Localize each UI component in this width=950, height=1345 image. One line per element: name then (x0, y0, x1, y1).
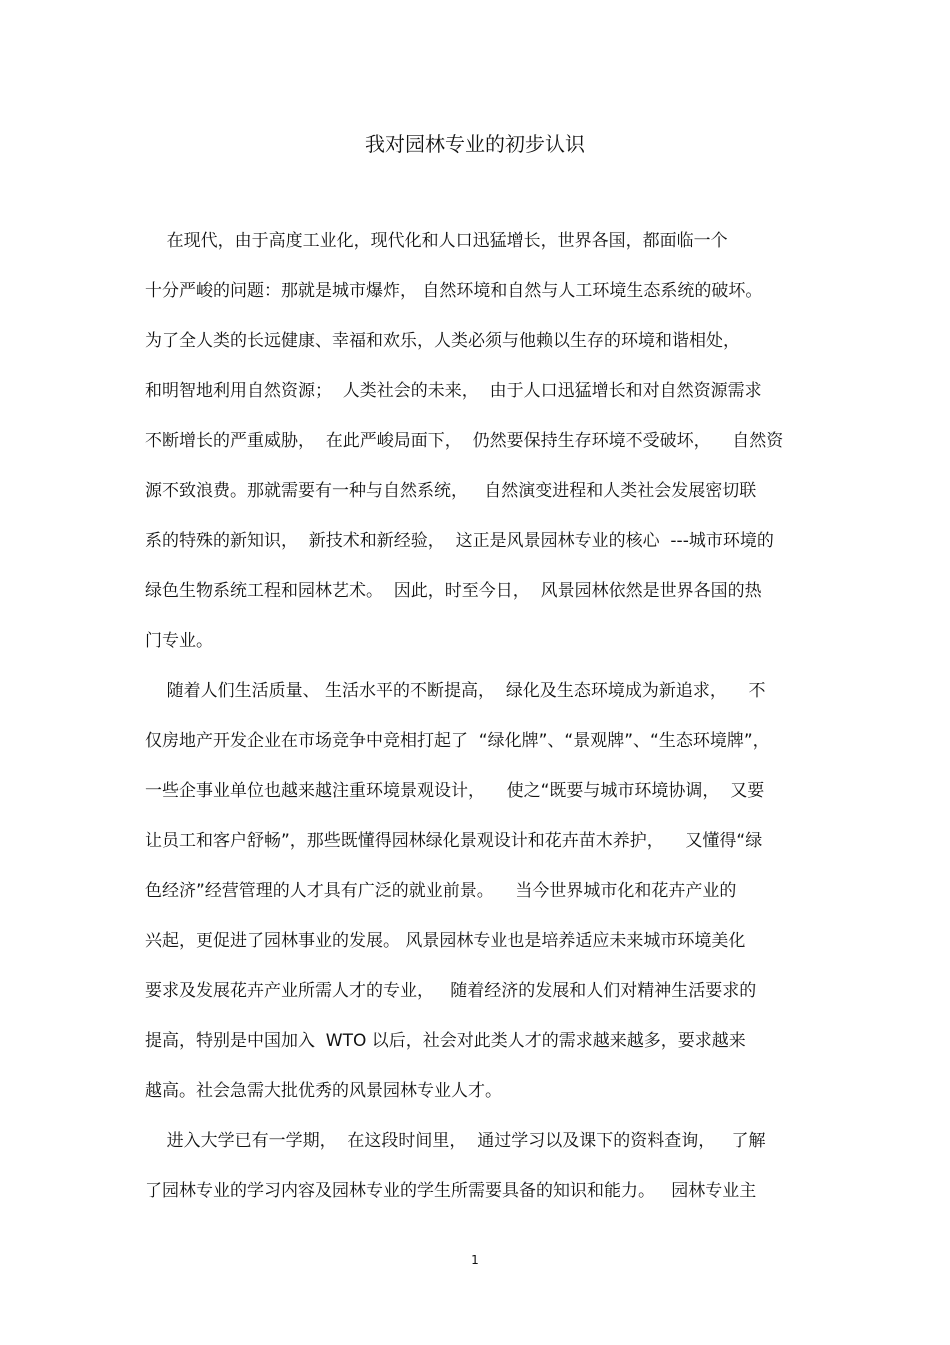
text-line: 十分严峻的问题：那就是城市爆炸， 自然环境和自然与人工环境生态系统的破坏。 (145, 281, 763, 301)
text-line: 仅房地产开发企业在市场竞争中竞相打起了 “绿化牌”、“景观牌”、“生态环境牌”， (145, 731, 770, 751)
text-line: 绿色生物系统工程和园林艺术。 因此，时至今日， 风景园林依然是世界各国的热 (145, 581, 762, 601)
text-line: 在现代，由于高度工业化，现代化和人口迅猛增长，世界各国，都面临一个 (145, 231, 728, 251)
text-line: 门专业。 (145, 631, 213, 651)
text-line: 不断增长的严重威胁， 在此严峻局面下， 仍然要保持生存环境不受破坏， 自然资 (145, 431, 784, 451)
text-line: 让员工和客户舒畅”，那些既懂得园林绿化景观设计和花卉苗木养护， 又懂得“绿 (145, 831, 763, 851)
text-line: 和明智地利用自然资源； 人类社会的未来， 由于人口迅猛增长和对自然资源需求 (145, 381, 762, 401)
text-line: 兴起，更促进了园林事业的发展。 风景园林专业也是培养适应未来城市环境美化 (145, 931, 746, 951)
text-line: 了园林专业的学习内容及园林专业的学生所需要具备的知识和能力。 园林专业主 (145, 1181, 757, 1201)
page-number: 1 (471, 1253, 479, 1267)
text-line: 提高，特别是中国加入 WTO 以后，社会对此类人才的需求越来越多，要求越来 (145, 1031, 746, 1051)
text-line: 一些企事业单位也越来越注重环境景观设计， 使之“既要与城市环境协调， 又要 (145, 781, 765, 801)
text-line: 越高。社会急需大批优秀的风景园林专业人才。 (145, 1081, 502, 1101)
text-line: 源不致浪费。那就需要有一种与自然系统， 自然演变进程和人类社会发展密切联 (145, 481, 757, 501)
text-line: 随着人们生活质量、 生活水平的不断提高， 绿化及生态环境成为新追求， 不 (145, 681, 766, 701)
text-line: 系的特殊的新知识， 新技术和新经验， 这正是风景园林专业的核心 ---城市环境的 (145, 531, 774, 551)
document-title: 我对园林专业的初步认识 (365, 132, 585, 156)
text-line: 为了全人类的长远健康、幸福和欢乐，人类必须与他赖以生存的环境和谐相处， (145, 331, 740, 351)
text-line: 色经济”经营管理的人才具有广泛的就业前景。 当今世界城市化和花卉产业的 (145, 881, 737, 901)
text-line: 要求及发展花卉产业所需人才的专业， 随着经济的发展和人们对精神生活要求的 (145, 981, 757, 1001)
text-line: 进入大学已有一学期， 在这段时间里， 通过学习以及课下的资料查询， 了解 (145, 1131, 766, 1151)
document-body (145, 226, 815, 1226)
